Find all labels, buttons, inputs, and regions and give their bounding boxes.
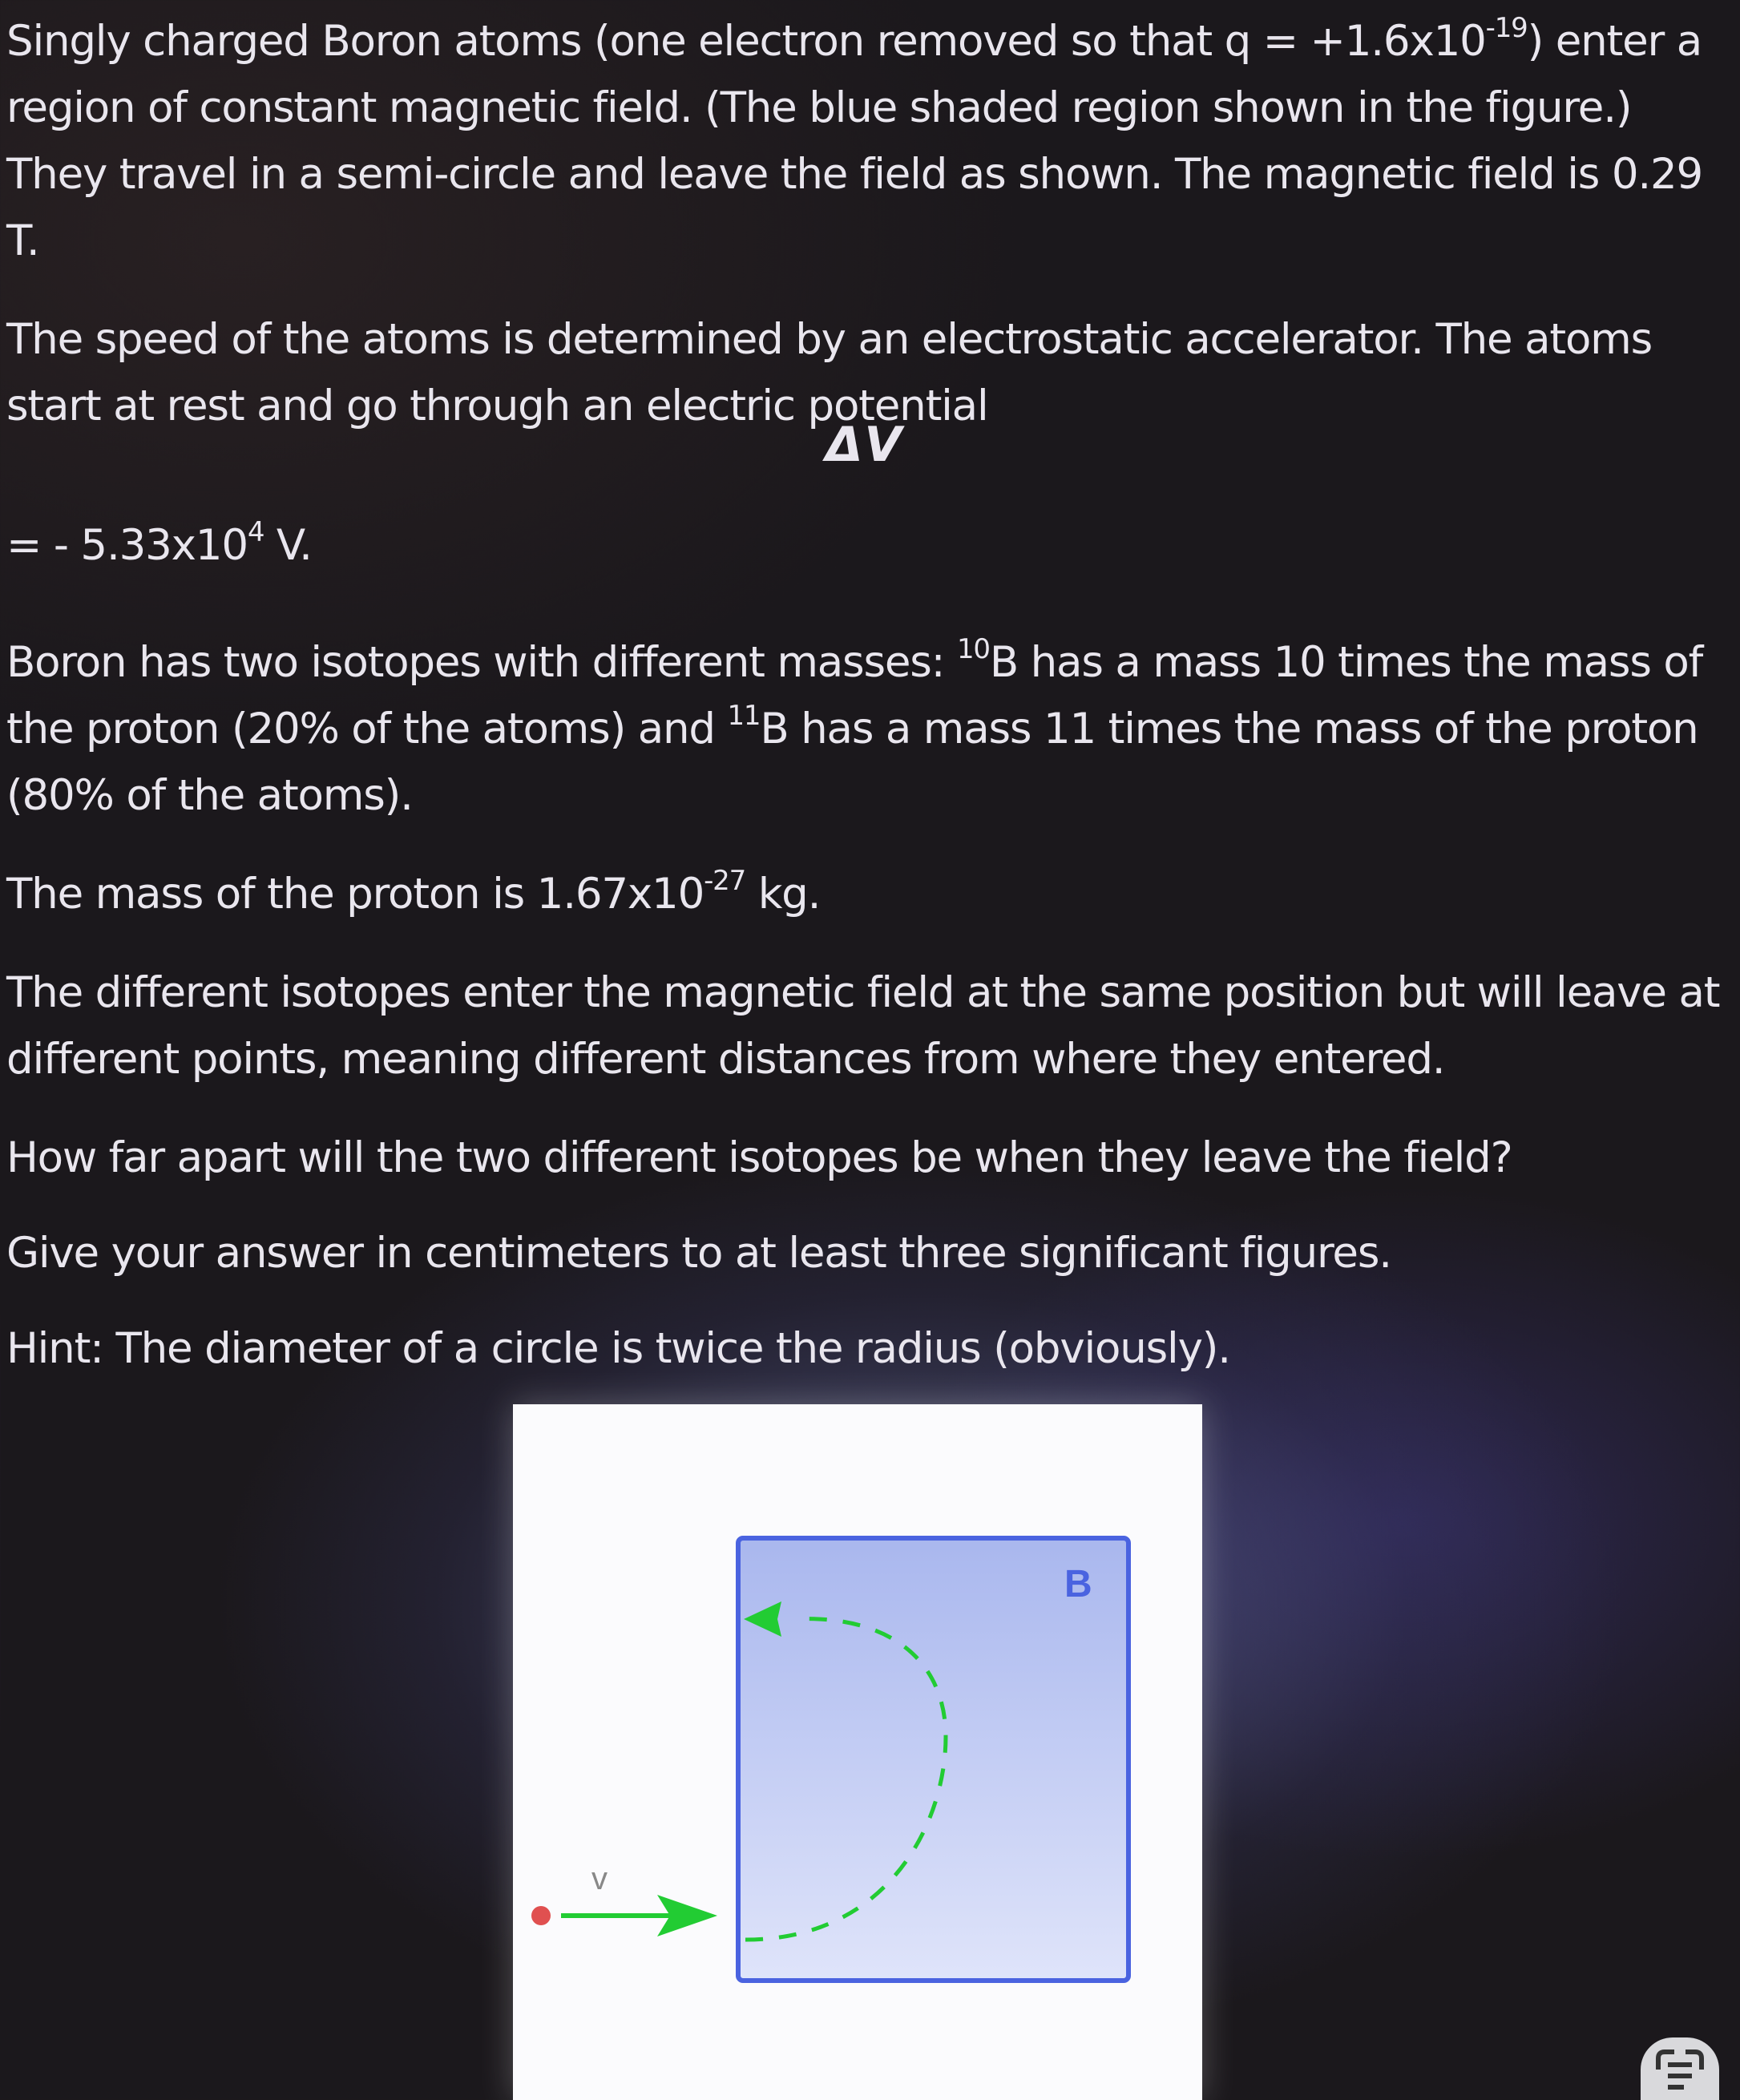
question-paragraph-8: Hint: The diameter of a circle is twice the radius (obviously). [6, 1324, 1230, 1373]
p3-text-a: Boron has two isotopes with different masses: [6, 638, 957, 687]
p4-text-b: kg. [745, 870, 821, 919]
isotope-10-sup: 10 [956, 633, 990, 666]
question-text [6, 8, 1734, 439]
potential-unit: V. [264, 521, 312, 570]
p3-text-b: B has a mass 10 times the mass of the proton (20% of the atoms) and [6, 638, 1703, 753]
question-paragraph-2: The speed of the atoms is determined by an electrostatic accelerator. The atoms start at rest and go through an electric potential [6, 315, 1653, 430]
delta-v-symbol: ΔV [826, 417, 903, 473]
p3-text-c: B has a mass 11 times the mass of the proton (80% of the atoms). [6, 705, 1698, 820]
question-paragraph-6: How far apart will the two different isotopes be when they leave the field? [6, 1133, 1512, 1182]
figure-svg [513, 1404, 1202, 2100]
question-paragraph-7: Give your answer in centimeters to at least three significant figures. [6, 1229, 1391, 1278]
proton-mass-exponent: -27 [704, 865, 746, 898]
question-paragraph-3 [6, 629, 1734, 829]
particle-dot [531, 1906, 551, 1925]
question-paragraph-4 [6, 861, 1734, 927]
charge-exponent: -19 [1485, 12, 1528, 45]
velocity-label: v [591, 1861, 608, 1896]
question-paragraph-5: The different isotopes enter the magnetic field at the same position but will leave at different points, meaning different distances from where they entered. [6, 968, 1720, 1084]
question-text-lower [6, 629, 1734, 1414]
magnetic-field-figure [513, 1404, 1202, 2100]
text-scan-icon [1641, 2037, 1719, 2100]
potential-mantissa: = - 5.33x10 [6, 521, 248, 570]
text-scan-button[interactable] [1641, 2037, 1719, 2100]
p1-text: Singly charged Boron atoms (one electron removed so that q = +1.6x10 [6, 17, 1486, 66]
isotope-11-sup: 11 [727, 700, 761, 733]
potential-exponent: 4 [247, 516, 264, 549]
p1-text-rest: ) enter a region of constant magnetic field. (The blue shaded region shown in the figure.) They travel in a semi-circle and leave the field as shown. The magnetic field is 0.29 T. [6, 17, 1703, 265]
potential-value [6, 516, 312, 570]
question-paragraph-1 [6, 8, 1734, 274]
p4-text-a: The mass of the proton is 1.67x10 [6, 870, 704, 919]
field-label: B [1064, 1563, 1092, 1605]
